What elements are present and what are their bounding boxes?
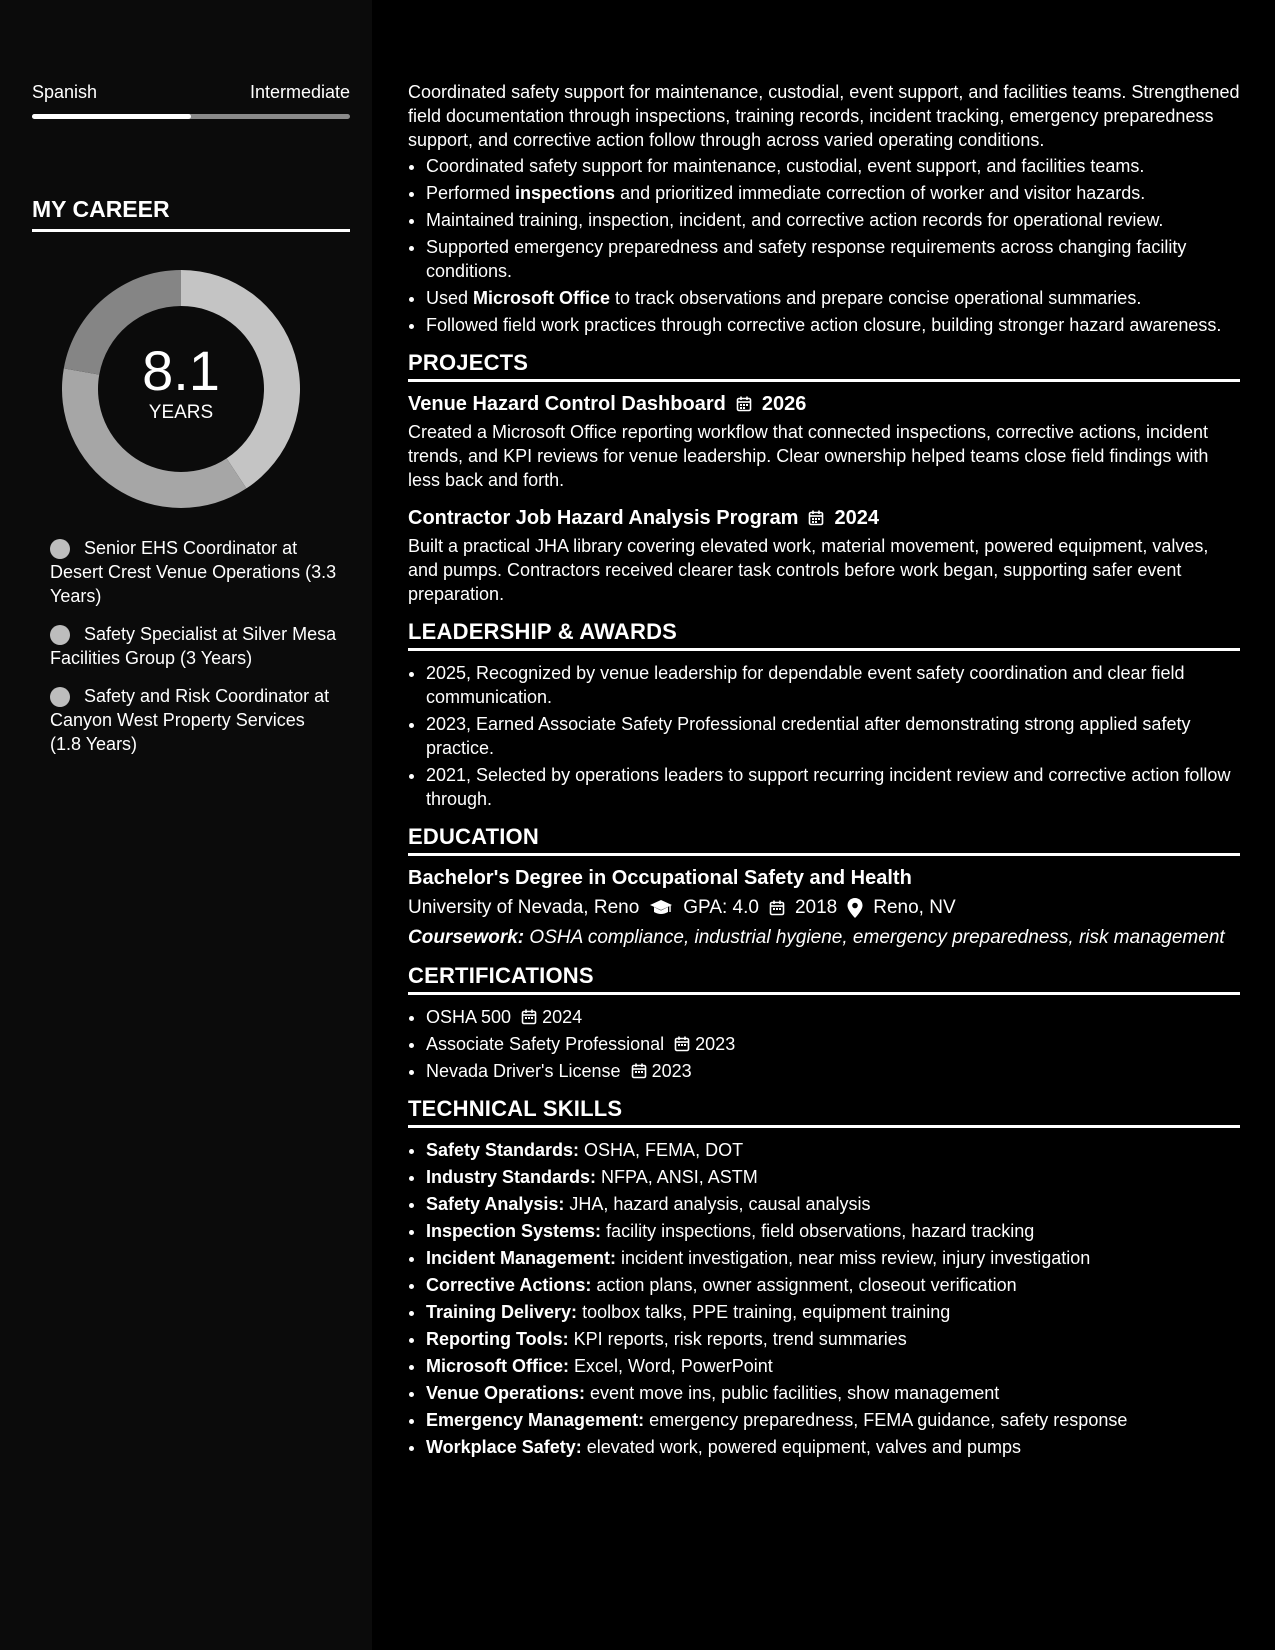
experience-bullet: • Used Microsoft Office to track observations and prepare concise operational summaries. <box>426 286 1240 310</box>
project-description: Built a practical JHA library covering elevated work, material movement, powered equipment, valves, and pumps. Contractors received clearer task controls before work began, supporting safer event preparation. <box>408 536 1209 604</box>
calendar-icon <box>521 1009 537 1025</box>
skill-item: • Corrective Actions: action plans, owner assignment, closeout verification <box>426 1273 1240 1297</box>
project-title: Contractor Job Hazard Analysis Program 2024 <box>408 507 879 529</box>
project-title: Venue Hazard Control Dashboard 2026 <box>408 393 807 415</box>
education-details <box>408 896 1240 920</box>
skills-list <box>408 1138 1240 1459</box>
location-pin-icon <box>847 898 863 918</box>
skill-item: • Reporting Tools: KPI reports, risk reports, trend summaries <box>426 1327 1240 1351</box>
certification-item: • OSHA 500 2024 <box>426 1005 1240 1029</box>
career-item: Safety and Risk Coordinator at Canyon West Property Services (1.8 Years) <box>50 686 330 754</box>
experience-summary: Coordinated safety support for maintenance, custodial, event support, and facilities teams. Strengthened field documentation through inspections, training records, incident tracking, emergency preparedness support, and corrective action follow through across varied operating conditions. <box>408 82 1240 150</box>
graduation-cap-icon <box>649 899 673 917</box>
certification-item: • Associate Safety Professional 2023 <box>426 1032 1240 1056</box>
project-year: 2024 <box>834 507 879 529</box>
project-year: 2026 <box>761 393 807 415</box>
gpa: GPA: 4.0 <box>683 897 759 918</box>
experience-bullet: • Maintained training, inspection, incident, and corrective action records for operational review. <box>426 208 1240 232</box>
school-name: University of Nevada, Reno <box>408 897 640 918</box>
skill-item: • Safety Standards: OSHA, FEMA, DOT <box>426 1138 1240 1162</box>
career-total-unit: YEARS <box>148 402 214 423</box>
experience-bullets <box>408 154 1240 337</box>
calendar-icon <box>769 900 785 916</box>
main-content <box>408 80 1240 1462</box>
skill-item: • Workplace Safety: elevated work, powered equipment, valves and pumps <box>426 1435 1240 1459</box>
career-dot-icon <box>50 625 70 645</box>
experience-bullet: • Followed field work practices through corrective action closure, building stronger hazard awareness. <box>426 313 1240 337</box>
language-proficiency-bar <box>32 114 350 119</box>
career-item: Safety Specialist at Silver Mesa Facilities Group (3 Years) <box>50 624 337 668</box>
awards-heading: LEADERSHIP & AWARDS <box>408 620 1240 651</box>
skill-item: • Microsoft Office: Excel, Word, PowerPoint <box>426 1354 1240 1378</box>
career-dot-icon <box>50 687 70 707</box>
skill-item: • Training Delivery: toolbox talks, PPE training, equipment training <box>426 1300 1240 1324</box>
certification-item: • Nevada Driver's License 2023 <box>426 1059 1240 1083</box>
project-description: Created a Microsoft Office reporting workflow that connected inspections, corrective actions, incident trends, and KPI reviews for venue leadership. Clear ownership helped teams close field findings with less back and forth. <box>408 422 1209 490</box>
skill-item: • Industry Standards: NFPA, ANSI, ASTM <box>426 1165 1240 1189</box>
award-item: • 2023, Earned Associate Safety Professional credential after demonstrating strong applied safety practice. <box>426 712 1240 760</box>
education-heading: EDUCATION <box>408 825 1240 856</box>
degree-title: Bachelor's Degree in Occupational Safety and Health <box>408 867 912 889</box>
skill-item: • Safety Analysis: JHA, hazard analysis, causal analysis <box>426 1192 1240 1216</box>
language-level: Intermediate <box>249 82 350 102</box>
graduation-year: 2018 <box>794 897 838 918</box>
coursework: Coursework: OSHA compliance, industrial hygiene, emergency preparedness, risk management <box>408 927 1225 948</box>
skills-heading: TECHNICAL SKILLS <box>408 1097 1240 1128</box>
calendar-icon <box>808 510 824 526</box>
awards-list <box>408 661 1240 811</box>
projects-heading: PROJECTS <box>408 351 1240 382</box>
skill-item: • Venue Operations: event move ins, public facilities, show management <box>426 1381 1240 1405</box>
skill-item: • Inspection Systems: facility inspections, field observations, hazard tracking <box>426 1219 1240 1243</box>
experience-bullet: • Performed inspections and prioritized immediate correction of worker and visitor hazards. <box>426 181 1240 205</box>
career-list <box>50 536 340 770</box>
language-name: Spanish <box>32 82 98 102</box>
career-donut-chart <box>62 270 300 508</box>
experience-bullet: • Coordinated safety support for maintenance, custodial, event support, and facilities teams. <box>426 154 1240 178</box>
certifications-heading: CERTIFICATIONS <box>408 964 1240 995</box>
calendar-icon <box>674 1036 690 1052</box>
career-item: Senior EHS Coordinator at Desert Crest Venue Operations (3.3 Years) <box>50 538 337 606</box>
experience-bullet: • Supported emergency preparedness and safety response requirements across changing facility conditions. <box>426 235 1240 283</box>
certifications-list <box>408 1005 1240 1083</box>
career-dot-icon <box>50 539 70 559</box>
award-item: • 2025, Recognized by venue leadership for dependable event safety coordination and clear field communication. <box>426 661 1240 709</box>
sidebar <box>0 0 372 1650</box>
career-total-years: 8.1 <box>142 339 220 402</box>
school-location: Reno, NV <box>873 897 956 918</box>
calendar-icon <box>736 396 752 412</box>
award-item: • 2021, Selected by operations leaders to support recurring incident review and corrective action follow through. <box>426 763 1240 811</box>
career-heading: MY CAREER <box>32 196 350 232</box>
skill-item: • Emergency Management: emergency preparedness, FEMA guidance, safety response <box>426 1408 1240 1432</box>
calendar-icon <box>631 1063 647 1079</box>
language-proficiency-fill <box>32 114 191 119</box>
skill-item: • Incident Management: incident investigation, near miss review, injury investigation <box>426 1246 1240 1270</box>
